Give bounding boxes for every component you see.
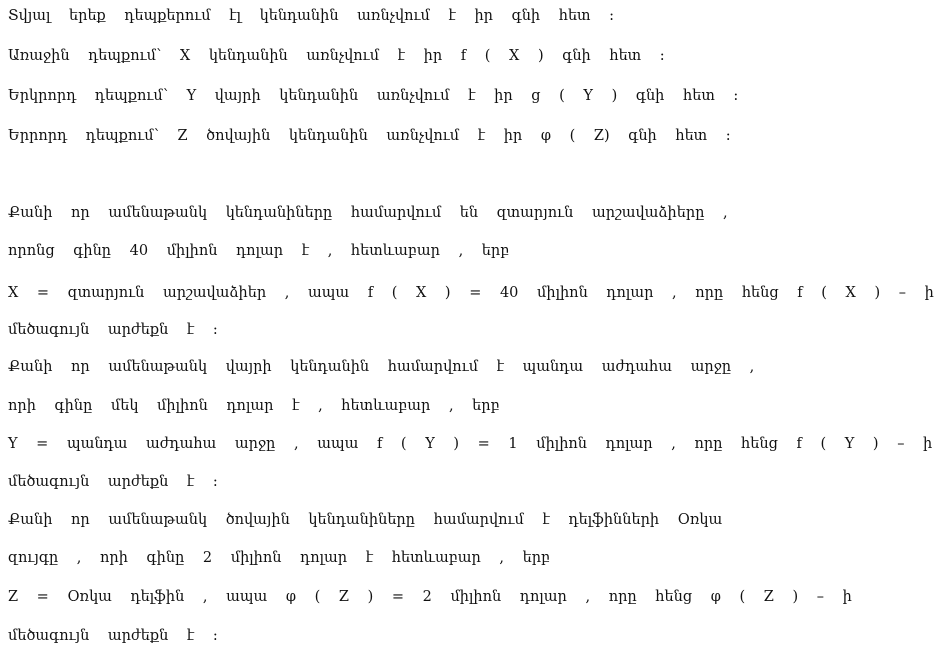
intro-line: Առաջին դեպքում՝ X կենդանին առնչվում է իր f ( X ) գնի հետ : (8, 48, 665, 64)
body-line: մեծագույն արժեքն է : (8, 628, 218, 644)
body-line: զույգը , որի գինը 2 միլիոն դոլար է հետևաբար , երբ (8, 550, 551, 566)
body-line: Y = պանդա աժդահա արջը , ապա f ( Y ) = 1 միլիոն դոլար , որը հենց f ( Y ) – ի (8, 436, 933, 452)
intro-line: Տվյալ երեք դեպքերում էլ կենդանին առնչվում է իր գնի հետ : (8, 8, 615, 24)
body-line: որոնց գինը 40 միլիոն դոլար է , հետևաբար , երբ (8, 243, 510, 259)
intro-line: Երրորդ դեպքում՝ Z ծովային կենդանին առնչվում է իր φ ( Z) գնի հետ : (8, 128, 731, 144)
body-line: մեծագույն արժեքն է : (8, 474, 218, 490)
body-line: Z = Օռկա դելֆին , ապա φ ( Z ) = 2 միլիոն դոլար , որը հենց φ ( Z ) – ի (8, 589, 852, 605)
body-line: Քանի որ ամենաթանկ վայրի կենդանին համարվում է պանդա աժդահա արջը , (8, 359, 755, 375)
body-line: մեծագույն արժեքն է : (8, 322, 218, 338)
body-line: X = զտարյուն արշավաձիեր , ապա f ( X ) = 40 միլիոն դոլար , որը հենց f ( X ) – ի (8, 285, 934, 301)
body-line: որի գինը մեկ միլիոն դոլար է , հետևաբար , երբ (8, 398, 500, 414)
body-line: Քանի որ ամենաթանկ ծովային կենդանիները համարվում է դելֆինների Օռկա (8, 512, 723, 528)
intro-line: Երկրորդ դեպքում՝ Y վայրի կենդանին առնչվում է իր g ( Y ) գնի հետ : (8, 88, 739, 104)
body-line: Քանի որ ամենաթանկ կենդանիները համարվում են զտարյուն արշավաձիերը , (8, 205, 728, 221)
